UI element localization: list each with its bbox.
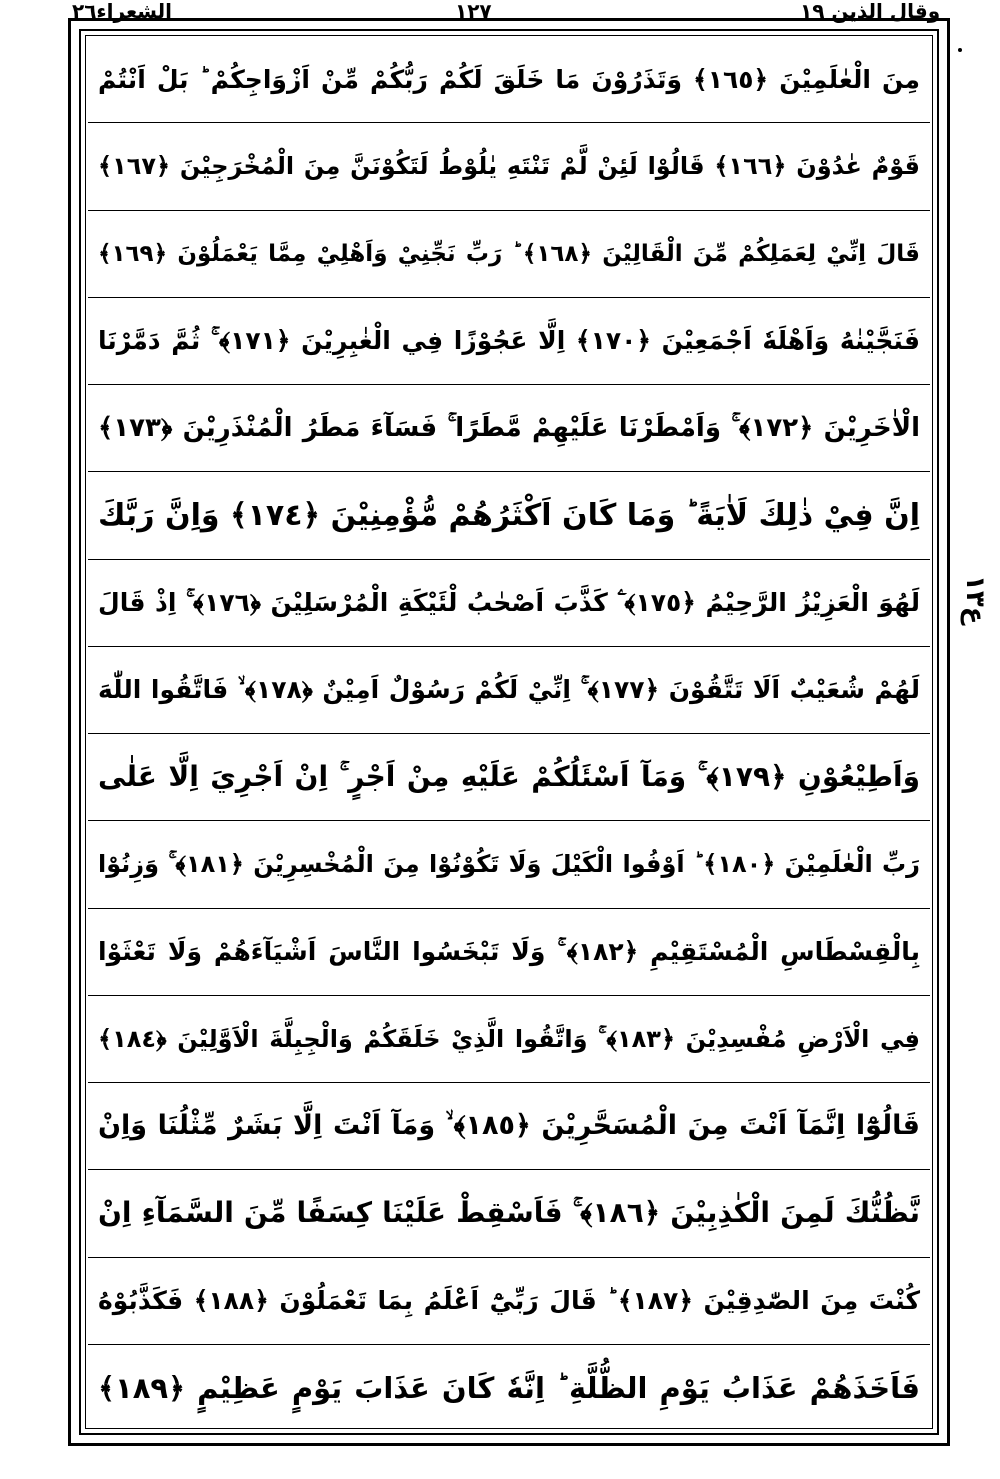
verse-line [88,211,930,298]
margin-dot-icon [958,48,962,52]
verse-line [88,385,930,472]
verse-text: فَنَجَّيْنٰهُ وَاَهْلَهٗ اَجْمَعِيْنَ ﴿١٧٠﴾ اِلَّا عَجُوْزًا فِي الْغٰبِرِيْنَ ﴿١٧١﴾ ۚ ثُمَّ دَمَّرْنَا [98,325,920,355]
verse-text: فَاَخَذَهُمْ عَذَابُ يَوْمِ الظُّلَّةِ ؕ اِنَّهٗ كَانَ عَذَابَ يَوْمٍ عَظِيْمٍ ﴿١٨٩﴾ [98,1370,920,1405]
verse-text: بِالْقِسْطَاسِ الْمُسْتَقِيْمِ ﴿١٨٢﴾ ۚ وَلَا تَبْخَسُوا النَّاسَ اَشْيَآءَهُمْ وَلَا تَعْثَوْا [98,936,920,966]
verse-line [88,1170,930,1257]
verse-line [88,996,930,1083]
verse-line [88,472,930,559]
verse-text: قَوْمٌ عٰدُوْنَ ﴿١٦٦﴾ قَالُوْا لَئِنْ لَّمْ تَنْتَهِ يٰلُوْطُ لَتَكُوْنَنَّ مِنَ الْمُخْرَجِيْنَ ﴿١٦٧﴾ [98,152,920,181]
surah-name: الشعراء٢٦ [72,0,172,23]
verse-lines [88,36,930,1431]
verse-line [88,298,930,385]
verse-line [88,123,930,210]
verse-text: اِنَّ فِيْ ذٰلِكَ لَاٰيَةً ؕ وَمَا كَانَ اَكْثَرُهُمْ مُّؤْمِنِيْنَ ﴿١٧٤﴾ وَاِنَّ رَبَّكَ [98,497,920,533]
verse-line [88,647,930,734]
juz-label: وقال الذين ١٩ [800,0,941,23]
verse-text: قَالُوْٓا اِنَّمَآ اَنْتَ مِنَ الْمُسَحَّرِيْنَ ﴿١٨٥﴾ ۙ وَمَآ اَنْتَ اِلَّا بَشَرٌ مِّثْلُنَا وَاِنْ [98,1110,920,1142]
verse-text: قَالَ اِنِّيْ لِعَمَلِكُمْ مِّنَ الْقَالِيْنَ ﴿١٦٨﴾ ؕ رَبِّ نَجِّنِيْ وَاَهْلِيْ مِمَّا يَعْمَلُوْنَ ﴿١٦٩﴾ [98,240,920,267]
verse-line [88,909,930,996]
verse-text: رَبِّ الْعٰلَمِيْنَ ﴿١٨٠﴾ ؕ اَوْفُوا الْكَيْلَ وَلَا تَكُوْنُوْا مِنَ الْمُخْسِرِيْنَ ﴿١٨١﴾ ۚ وَزِنُوْا [98,850,920,879]
verse-line [88,821,930,908]
verse-line [88,1258,930,1345]
verse-line [88,1345,930,1431]
verse-line [88,1083,930,1170]
verse-text: لَهُوَ الْعَزِيْزُ الرَّحِيْمُ ﴿١٧٥﴾ ۧ كَذَّبَ اَصْحٰبُ لْئَيْكَةِ الْمُرْسَلِيْنَ ﴿١٧٦﴾ ۚ اِذْ قَالَ [98,587,920,617]
verse-line [88,560,930,647]
verse-text: نَّظُنُّكَ لَمِنَ الْكٰذِبِيْنَ ﴿١٨٦﴾ ۚ فَاَسْقِطْ عَلَيْنَا كِسَفًا مِّنَ السَّمَآءِ اِنْ [98,1196,920,1230]
verse-text: كُنْتَ مِنَ الصّٰدِقِيْنَ ﴿١٨٧﴾ ؕ قَالَ رَبِّيْٓ اَعْلَمُ بِمَا تَعْمَلُوْنَ ﴿١٨٨﴾ فَكَذَّبُوْهُ [98,1286,920,1316]
page-number: ١٢٧ [455,0,492,23]
verse-line [88,36,930,123]
verse-text: لَهُمْ شُعَيْبٌ اَلَا تَتَّقُوْنَ ﴿١٧٧﴾ ۚ اِنِّيْ لَكُمْ رَسُوْلٌ اَمِيْنٌ ﴿١٧٨﴾ ۙ فَاتَّقُوا اللّٰهَ [98,674,921,704]
verse-text: وَاَطِيْعُوْنِ ﴿١٧٩﴾ ۚ وَمَآ اَسْئَلُكُمْ عَلَيْهِ مِنْ اَجْرٍ ۚ اِنْ اَجْرِيَ اِلَّا عَلٰى [98,760,920,794]
verse-text: الْاٰخَرِيْنَ ﴿١٧٢﴾ ۚ وَاَمْطَرْنَا عَلَيْهِمْ مَّطَرًا ۚ فَسَآءَ مَطَرُ الْمُنْذَرِيْنَ ﴿١٧٣﴾ [98,412,920,443]
verse-text: فِي الْاَرْضِ مُفْسِدِيْنَ ﴿١٨٣﴾ ۚ وَاتَّقُوا الَّذِيْ خَلَقَكُمْ وَالْجِبِلَّةَ الْاَوَّلِيْنَ ﴿١٨٤﴾ [98,1024,920,1053]
verse-line [88,734,930,821]
ruku-marker: ع١٣ [960,575,990,625]
verse-text: مِنَ الْعٰلَمِيْنَ ﴿١٦٥﴾ وَتَذَرُوْنَ مَا خَلَقَ لَكُمْ رَبُّكُمْ مِّنْ اَزْوَاجِكُمْ ؕ بَلْ اَنْتُمْ [98,64,920,94]
